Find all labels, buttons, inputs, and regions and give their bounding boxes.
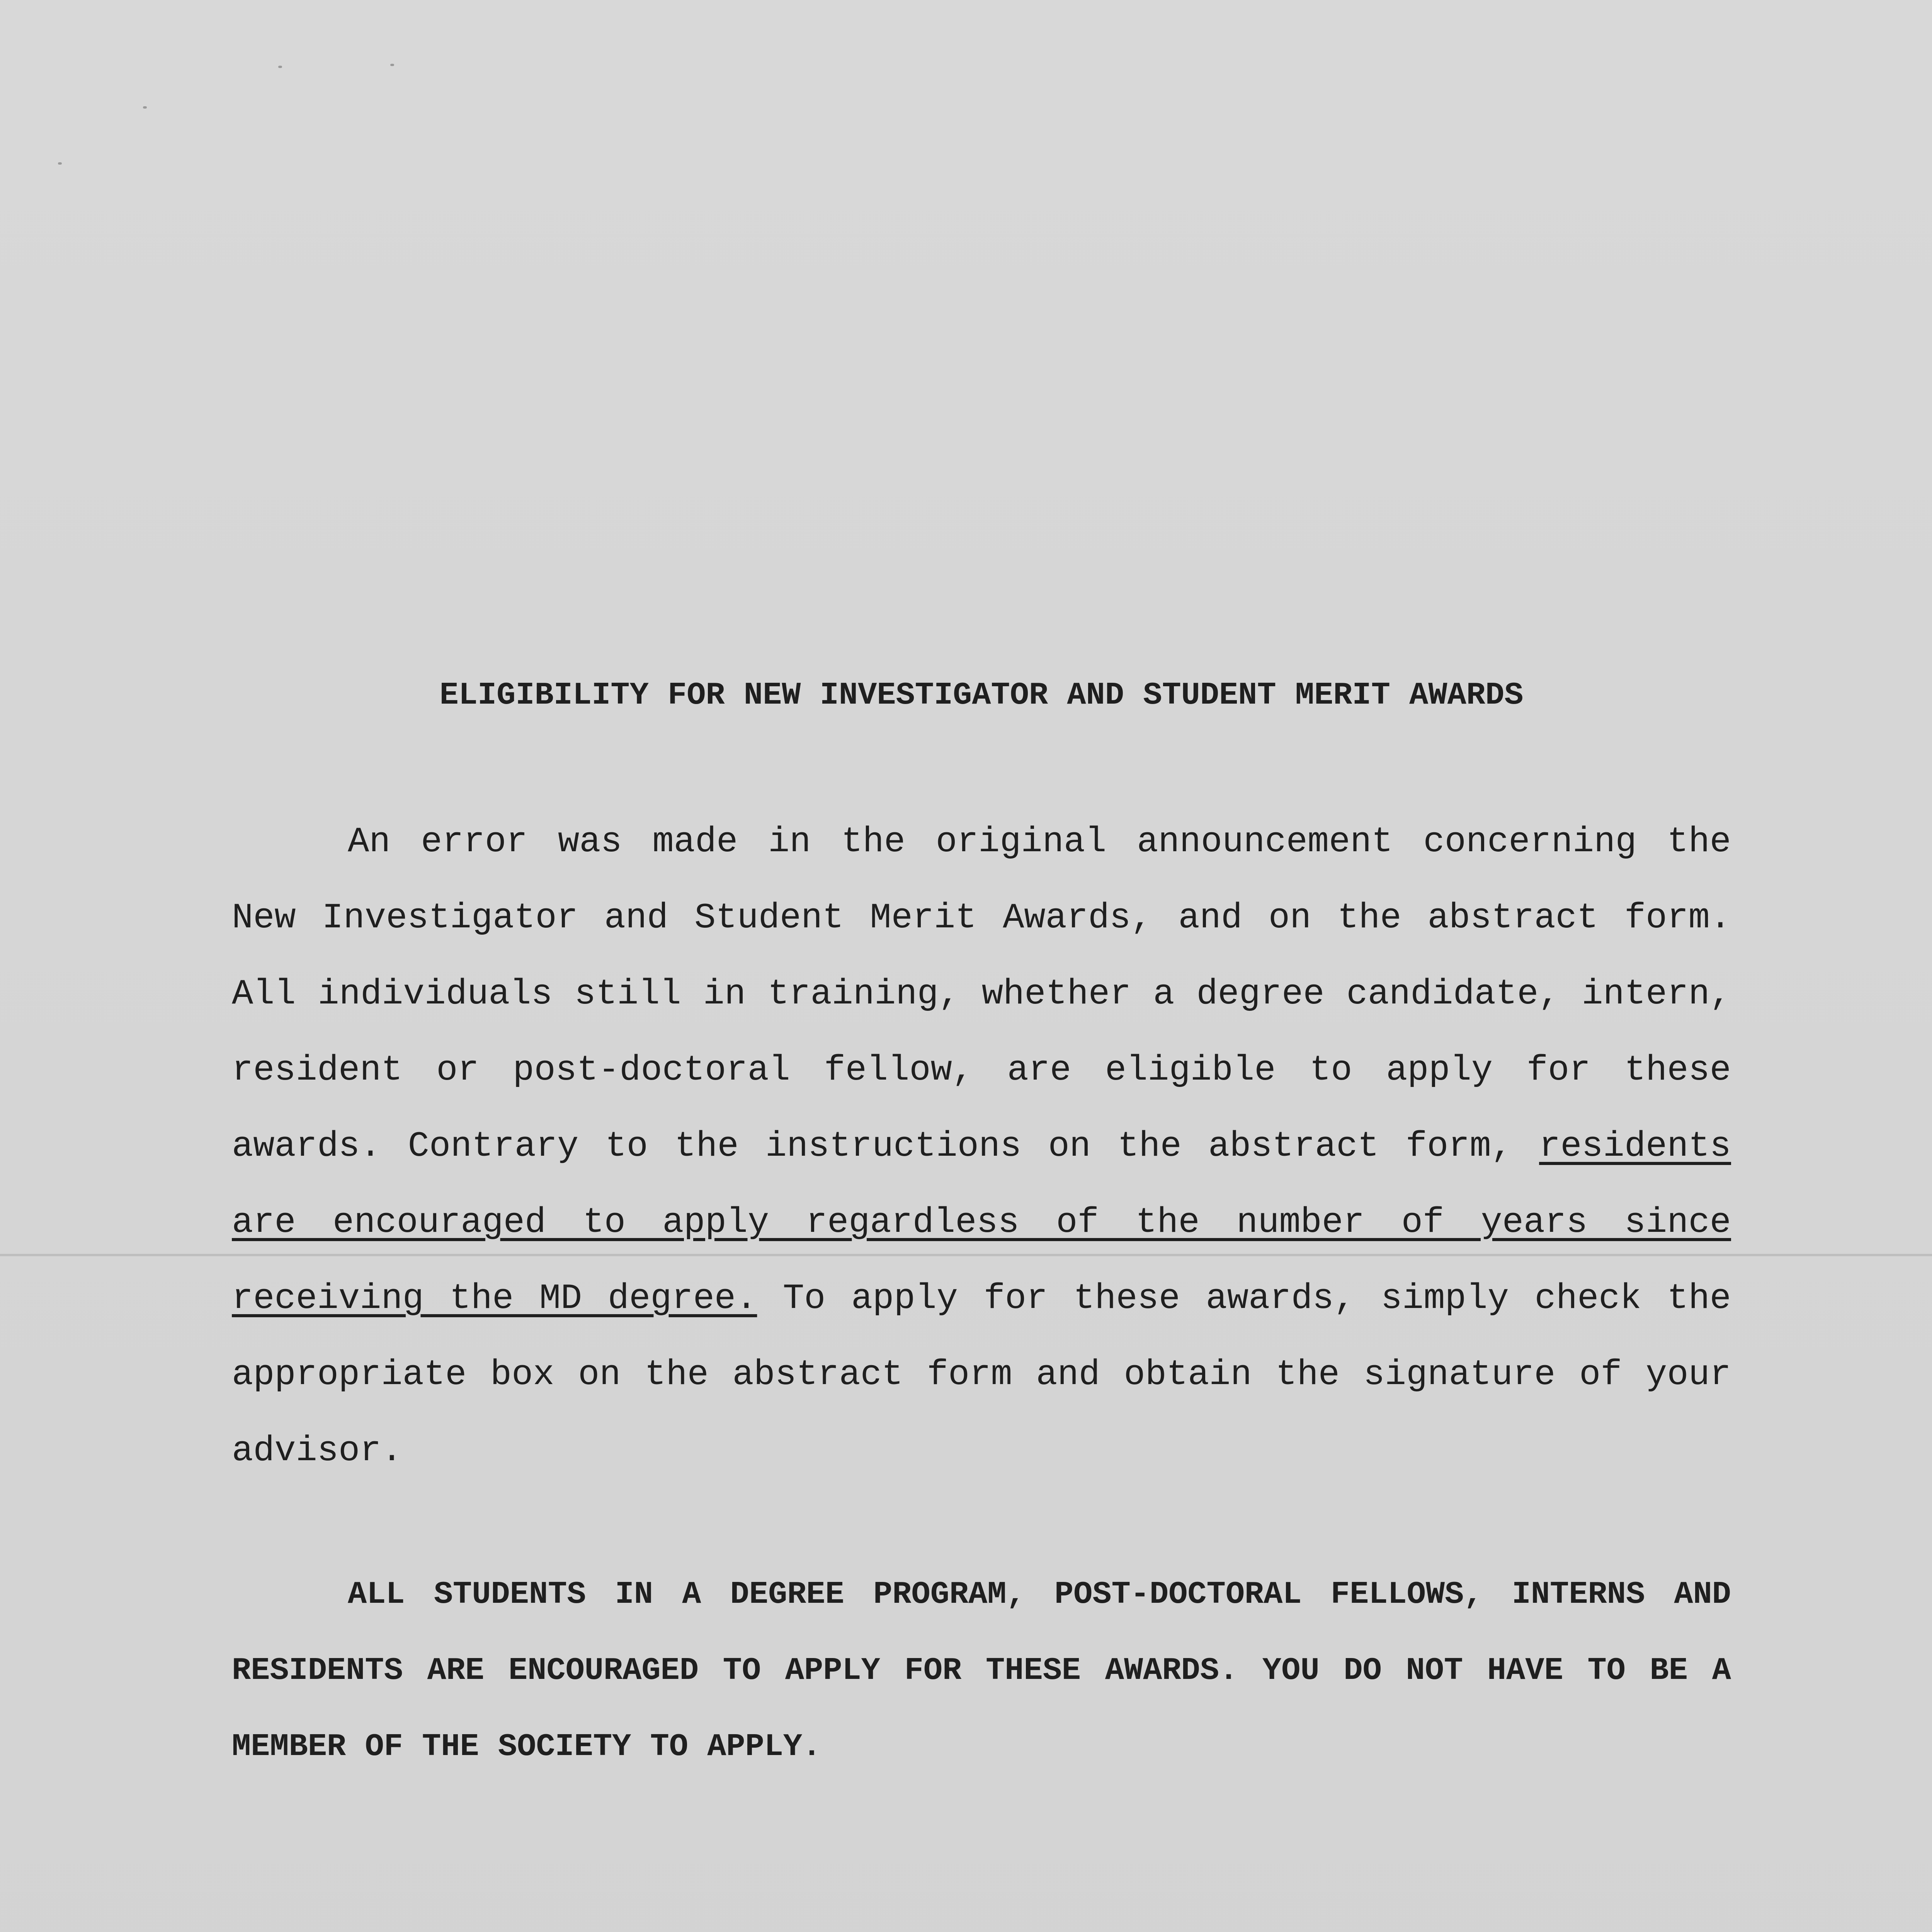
announcement-paragraph bbox=[232, 804, 1731, 1489]
eligibility-notice: ALL STUDENTS IN A DEGREE PROGRAM, POST-DOCTORAL FELLOWS, INTERNS AND RESIDENTS ARE ENCOURAGED TO APPLY FOR THESE AWARDS. YOU DO NOT HAVE TO BE A MEMBER OF THE SOCIETY TO APPLY. bbox=[232, 1577, 1731, 1765]
paragraph-text-continued: To apply for these awards, simply check the appropriate box on the abstract form and obtain the signature of your advisor. bbox=[232, 1278, 1731, 1471]
document-body bbox=[232, 672, 1731, 1785]
underlined-text: residents are encouraged to apply regardless of the number of years since receiving the MD degree. bbox=[232, 1126, 1731, 1319]
scan-speck bbox=[278, 66, 282, 68]
paragraph-text: An error was made in the original announcement concerning the New Investigator and Student Merit Awards, and on the abstract form. All individuals still in training, whether a degree candidate, intern, resident or post-doctoral fellow, are eligible to apply for these awards. Contrary to the instructions on the abstract form, bbox=[232, 821, 1731, 1167]
scan-speck bbox=[390, 64, 394, 66]
scan-speck bbox=[143, 106, 147, 109]
scan-speck bbox=[58, 162, 62, 165]
document-title: ELIGIBILITY FOR NEW INVESTIGATOR AND STUDENT MERIT AWARDS bbox=[439, 677, 1524, 713]
